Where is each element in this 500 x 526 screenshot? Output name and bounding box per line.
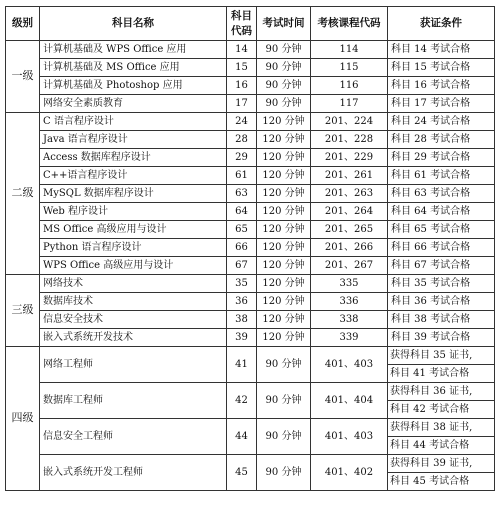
- subject-name: 网络技术: [40, 275, 227, 293]
- subject-code: 38: [227, 311, 257, 329]
- table-row: [6, 311, 495, 329]
- condition-certificate: 获得科目 39 证书,: [388, 455, 495, 473]
- condition: 科目 35 考试合格: [388, 275, 495, 293]
- course-code: 201、264: [311, 203, 388, 221]
- subject-code: 28: [227, 131, 257, 149]
- exam-time: 120 分钟: [257, 167, 311, 185]
- subject-name: 信息安全工程师: [40, 419, 227, 455]
- subject-name: 计算机基础及 WPS Office 应用: [40, 41, 227, 59]
- exam-time: 90 分钟: [257, 77, 311, 95]
- certificate-table: [5, 6, 495, 491]
- table-row: [6, 221, 495, 239]
- table-row: [6, 113, 495, 131]
- course-code: 401、402: [311, 455, 388, 491]
- subject-name: C 语言程序设计: [40, 113, 227, 131]
- subject-code: 45: [227, 455, 257, 491]
- subject-name: C++语言程序设计: [40, 167, 227, 185]
- course-code: 201、267: [311, 257, 388, 275]
- course-code: 115: [311, 59, 388, 77]
- course-code: 201、266: [311, 239, 388, 257]
- subject-code: 15: [227, 59, 257, 77]
- subject-code: 16: [227, 77, 257, 95]
- table-row: [6, 239, 495, 257]
- condition: 科目 64 考试合格: [388, 203, 495, 221]
- course-code: 117: [311, 95, 388, 113]
- exam-time: 90 分钟: [257, 41, 311, 59]
- table-row: [6, 149, 495, 167]
- condition-exam: 科目 41 考试合格: [388, 365, 495, 383]
- course-code: 401、403: [311, 419, 388, 455]
- condition: 科目 16 考试合格: [388, 77, 495, 95]
- condition: 科目 17 考试合格: [388, 95, 495, 113]
- exam-time: 120 分钟: [257, 203, 311, 221]
- subject-name: WPS Office 高级应用与设计: [40, 257, 227, 275]
- course-code: 201、261: [311, 167, 388, 185]
- table-row: [6, 455, 495, 473]
- header-level: 级别: [6, 7, 40, 41]
- subject-code: 67: [227, 257, 257, 275]
- condition-exam: 科目 42 考试合格: [388, 401, 495, 419]
- table-row: [6, 41, 495, 59]
- exam-time: 120 分钟: [257, 185, 311, 203]
- subject-name: 计算机基础及 Photoshop 应用: [40, 77, 227, 95]
- header-row: [6, 7, 495, 41]
- header-exam-time: 考试时间: [257, 7, 311, 41]
- course-code: 201、224: [311, 113, 388, 131]
- table-row: [6, 347, 495, 365]
- subject-code: 29: [227, 149, 257, 167]
- exam-time: 90 分钟: [257, 59, 311, 77]
- subject-name: Web 程序设计: [40, 203, 227, 221]
- exam-time: 90 分钟: [257, 419, 311, 455]
- condition: 科目 36 考试合格: [388, 293, 495, 311]
- level-cell: 三级: [6, 275, 40, 347]
- course-code: 401、404: [311, 383, 388, 419]
- subject-code: 65: [227, 221, 257, 239]
- exam-time: 90 分钟: [257, 455, 311, 491]
- subject-code: 66: [227, 239, 257, 257]
- table-row: [6, 257, 495, 275]
- exam-time: 90 分钟: [257, 95, 311, 113]
- condition: 科目 28 考试合格: [388, 131, 495, 149]
- subject-code: 42: [227, 383, 257, 419]
- course-code: 116: [311, 77, 388, 95]
- table-row: [6, 203, 495, 221]
- condition: 科目 61 考试合格: [388, 167, 495, 185]
- course-code: 201、229: [311, 149, 388, 167]
- subject-name: 数据库工程师: [40, 383, 227, 419]
- condition: 科目 67 考试合格: [388, 257, 495, 275]
- exam-time: 120 分钟: [257, 275, 311, 293]
- subject-code: 39: [227, 329, 257, 347]
- condition: 科目 63 考试合格: [388, 185, 495, 203]
- subject-code: 61: [227, 167, 257, 185]
- condition: 科目 39 考试合格: [388, 329, 495, 347]
- subject-code: 36: [227, 293, 257, 311]
- course-code: 336: [311, 293, 388, 311]
- table-row: [6, 275, 495, 293]
- subject-name: Python 语言程序设计: [40, 239, 227, 257]
- condition: 科目 24 考试合格: [388, 113, 495, 131]
- exam-time: 120 分钟: [257, 113, 311, 131]
- subject-code: 14: [227, 41, 257, 59]
- table-row: [6, 131, 495, 149]
- exam-time: 120 分钟: [257, 149, 311, 167]
- condition-certificate: 获得科目 38 证书,: [388, 419, 495, 437]
- subject-code: 64: [227, 203, 257, 221]
- level-cell: 四级: [6, 347, 40, 491]
- header-subject-name: 科目名称: [40, 7, 227, 41]
- exam-time: 90 分钟: [257, 347, 311, 383]
- course-code: 201、228: [311, 131, 388, 149]
- subject-name: 网络工程师: [40, 347, 227, 383]
- subject-code: 24: [227, 113, 257, 131]
- condition-exam: 科目 44 考试合格: [388, 437, 495, 455]
- subject-name: MS Office 高级应用与设计: [40, 221, 227, 239]
- subject-code: 41: [227, 347, 257, 383]
- exam-time: 120 分钟: [257, 131, 311, 149]
- subject-name: 信息安全技术: [40, 311, 227, 329]
- course-code: 201、265: [311, 221, 388, 239]
- table-row: [6, 383, 495, 401]
- condition: 科目 66 考试合格: [388, 239, 495, 257]
- condition-certificate: 获得科目 35 证书,: [388, 347, 495, 365]
- header-conditions: 获证条件: [388, 7, 495, 41]
- table-row: [6, 77, 495, 95]
- subject-code: 63: [227, 185, 257, 203]
- subject-name: 嵌入式系统开发技术: [40, 329, 227, 347]
- table-row: [6, 167, 495, 185]
- subject-name: Access 数据库程序设计: [40, 149, 227, 167]
- course-code: 335: [311, 275, 388, 293]
- table-row: [6, 419, 495, 437]
- exam-time: 90 分钟: [257, 383, 311, 419]
- condition: 科目 14 考试合格: [388, 41, 495, 59]
- course-code: 401、403: [311, 347, 388, 383]
- subject-name: 网络安全素质教育: [40, 95, 227, 113]
- table-row: [6, 185, 495, 203]
- header-course-code: 考核课程代码: [311, 7, 388, 41]
- condition-certificate: 获得科目 36 证书,: [388, 383, 495, 401]
- subject-code: 17: [227, 95, 257, 113]
- table-row: [6, 95, 495, 113]
- level-cell: 二级: [6, 113, 40, 275]
- condition: 科目 15 考试合格: [388, 59, 495, 77]
- exam-time: 120 分钟: [257, 221, 311, 239]
- condition: 科目 65 考试合格: [388, 221, 495, 239]
- exam-time: 120 分钟: [257, 239, 311, 257]
- table-row: [6, 59, 495, 77]
- subject-name: 数据库技术: [40, 293, 227, 311]
- exam-time: 120 分钟: [257, 311, 311, 329]
- condition: 科目 29 考试合格: [388, 149, 495, 167]
- subject-name: 计算机基础及 MS Office 应用: [40, 59, 227, 77]
- exam-time: 120 分钟: [257, 293, 311, 311]
- subject-name: MySQL 数据库程序设计: [40, 185, 227, 203]
- course-code: 339: [311, 329, 388, 347]
- table-row: [6, 329, 495, 347]
- condition: 科目 38 考试合格: [388, 311, 495, 329]
- subject-code: 44: [227, 419, 257, 455]
- subject-code: 35: [227, 275, 257, 293]
- level-cell: 一级: [6, 41, 40, 113]
- header-subject-code: 科目代码: [227, 7, 257, 41]
- subject-name: Java 语言程序设计: [40, 131, 227, 149]
- course-code: 201、263: [311, 185, 388, 203]
- course-code: 338: [311, 311, 388, 329]
- exam-time: 120 分钟: [257, 329, 311, 347]
- exam-time: 120 分钟: [257, 257, 311, 275]
- subject-name: 嵌入式系统开发工程师: [40, 455, 227, 491]
- condition-exam: 科目 45 考试合格: [388, 473, 495, 491]
- table-row: [6, 293, 495, 311]
- course-code: 114: [311, 41, 388, 59]
